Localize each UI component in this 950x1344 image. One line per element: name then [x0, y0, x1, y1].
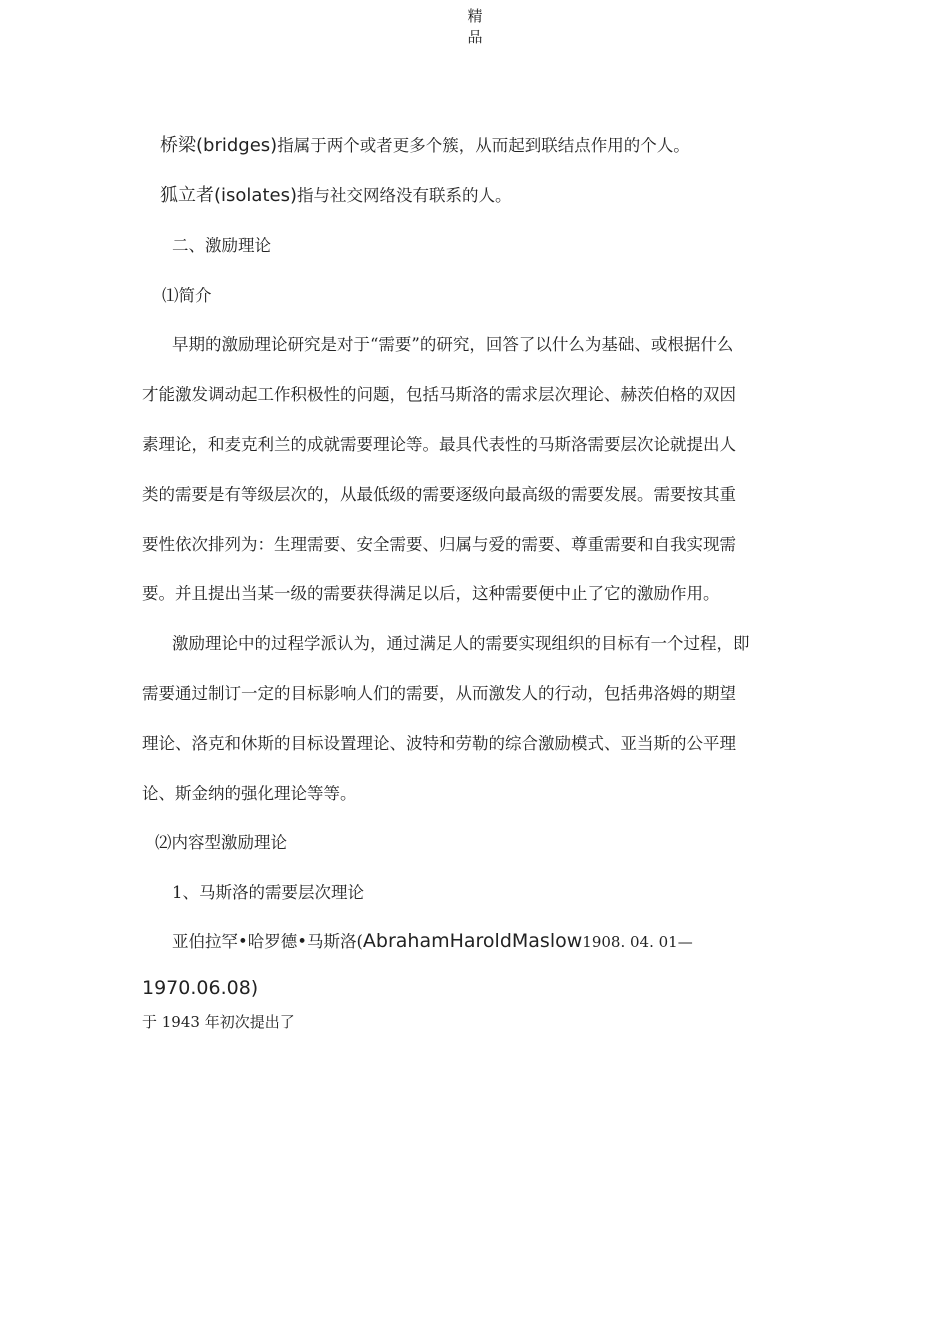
def-bridges: 指属于两个或者更多个簇，从而起到联结点作用的个人。 [277, 136, 690, 155]
header-char-2: 品 [467, 28, 483, 46]
maslow-intro-line [172, 928, 693, 952]
paragraph-line: 要性依次排列为：生理需要、安全需要、归属与爱的需要、尊重需要和自我实现需 [142, 535, 736, 554]
maslow-prefix: 亚伯拉罕•哈罗德•马斯洛( [172, 932, 363, 951]
subsection-heading-content: ⑵内容型激励理论 [155, 833, 287, 852]
header-char-1: 精 [467, 7, 483, 25]
page-header [0, 6, 950, 48]
subsection-heading-intro: ⑴简介 [162, 286, 212, 305]
paragraph-line: 要。并且提出当某一级的需要获得满足以后，这种需要便中止了它的激励作用。 [142, 584, 720, 603]
term-isolates: 狐立者(isolates) [160, 185, 297, 206]
term-bridges: 桥梁(bridges) [160, 135, 278, 156]
paragraph-line: 需要通过制订一定的目标影响人们的需要，从而激发人的行动，包括弗洛姆的期望 [142, 684, 736, 703]
maslow-death-date: 1970.06.08) [142, 977, 259, 999]
paragraph-line: 才能激发调动起工作积极性的问题，包括马斯洛的需求层次理论、赫茨伯格的双因 [142, 385, 736, 404]
definition-bridges [160, 131, 690, 157]
maslow-birth-date: 1908. 04. 01— [582, 933, 693, 951]
paragraph-line: 理论、洛克和休斯的目标设置理论、波特和劳勒的综合激励模式、亚当斯的公平理 [142, 734, 736, 753]
paragraph-line: 类的需要是有等级层次的，从最低级的需要逐级向最高级的需要发展。需要按其重 [142, 485, 736, 504]
paragraph-line: 素理论，和麦克利兰的成就需要理论等。最具代表性的马斯洛需要层次论就提出人 [142, 435, 736, 454]
item-heading-maslow: 1、马斯洛的需要层次理论 [172, 883, 364, 902]
definition-isolates [160, 181, 511, 207]
paragraph-line: 激励理论中的过程学派认为，通过满足人的需要实现组织的目标有一个过程，即 [172, 634, 750, 653]
maslow-name: AbrahamHaroldMaslow [362, 930, 583, 952]
def-isolates: 指与社交网络没有联系的人。 [296, 186, 512, 205]
section-heading: 二、激励理论 [172, 236, 271, 255]
paragraph-line: 论、斯金纳的强化理论等等。 [142, 784, 357, 803]
paragraph-line: 早期的激励理论研究是对于“需要”的研究，回答了以什么为基础、或根据什么 [172, 335, 734, 354]
maslow-last-line: 于 1943 年初次提出了 [142, 1013, 295, 1031]
